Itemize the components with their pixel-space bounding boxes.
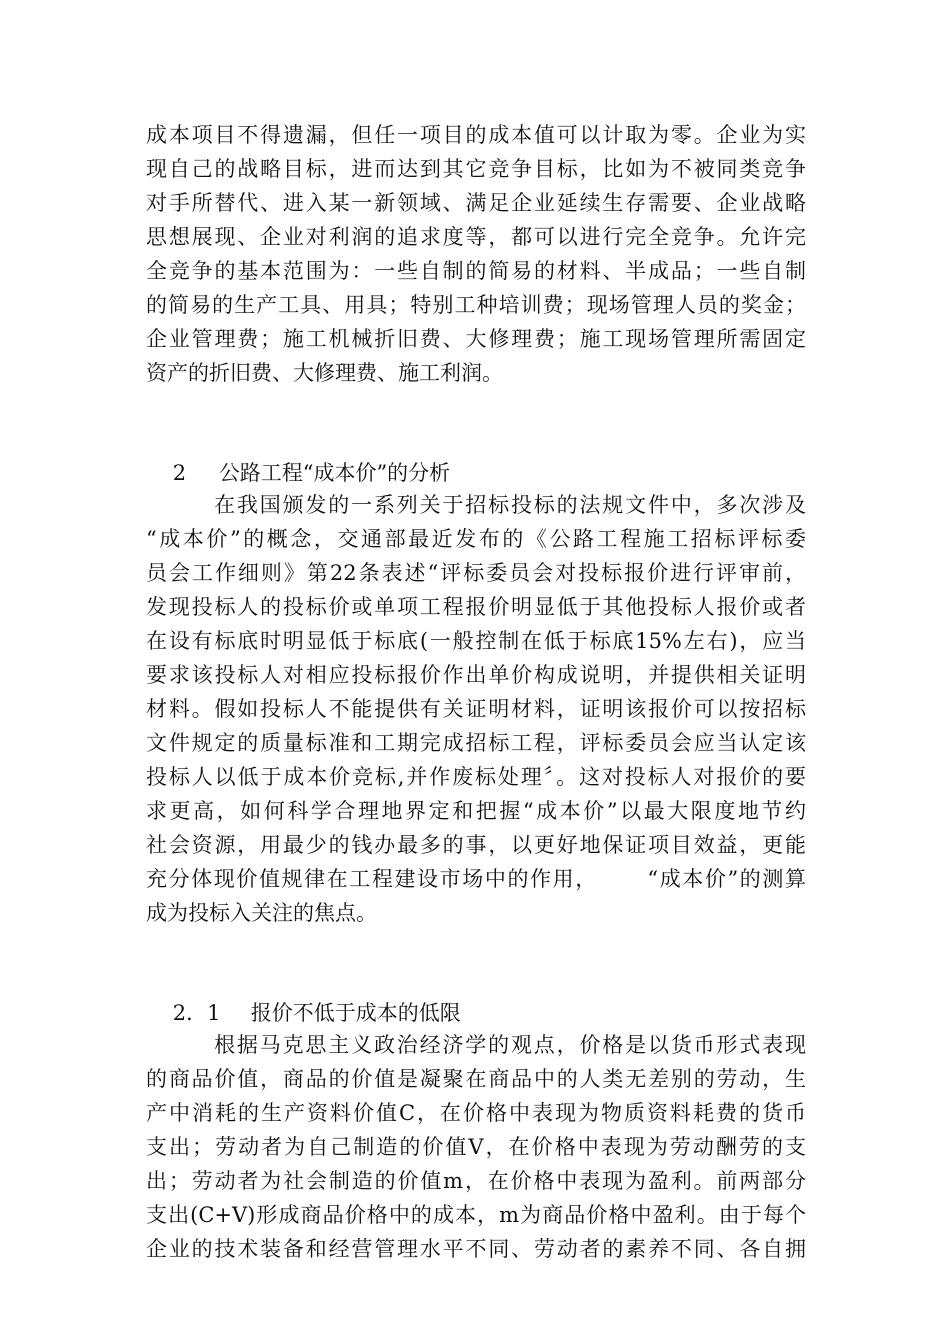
text-line: 思想展现、企业对利润的追求度等，都可以进行完全竞争。允许完 xyxy=(146,225,806,249)
text-line: “成本价”的概念，交通部最近发布的《公路工程施工招标评标委 xyxy=(146,527,806,551)
text-line: 支出(C+V)形成商品价格中的成本，m为商品价格中盈利。由于每个 xyxy=(146,1203,806,1227)
text-line: 成为投标入关注的焦点。 xyxy=(146,901,377,925)
text-line: 产中消耗的生产资料价值C，在价格中表现为物质资料耗费的货币 xyxy=(146,1101,806,1125)
text-line: 全竞争的基本范围为：一些自制的简易的材料、半成品；一些自制 xyxy=(146,259,806,283)
text-line: 出；劳动者为社会制造的价值m，在价格中表现为盈利。前两部分 xyxy=(146,1169,806,1193)
section-heading-2 xyxy=(146,422,806,485)
text-line: 文件规定的质量标准和工期完成招标工程，评标委员会应当认定该 xyxy=(146,731,806,755)
text-line: 材料。假如投标人不能提供有关证明材料，证明该报价可以按招标 xyxy=(146,697,806,721)
text-line: 资产的折旧费、大修理费、施工利润。 xyxy=(146,361,503,385)
text-line: 企业管理费；施工机械折旧费、大修理费；施工现场管理所需固定 xyxy=(146,327,806,351)
text-line: 现自己的战略目标，进而达到其它竞争目标，比如为不被同类竞争 xyxy=(146,157,806,181)
document-page xyxy=(146,118,806,1266)
section-number: 2．1 xyxy=(172,1001,221,1025)
text-line: 根据马克思主义政治经济学的观点，价格是以货币形式表现 xyxy=(146,1033,806,1057)
text-line: 社会资源，用最少的钱办最多的事，以更好地保证项目效益，更能 xyxy=(146,833,806,857)
text-line: 要求该投标人对相应投标报价作出单价构成说明，并提供相关证明 xyxy=(146,663,806,687)
text-line: 对手所替代、进入某一新领域、满足企业延续生存需要、企业战略 xyxy=(146,191,806,215)
section-number: 2 xyxy=(172,461,187,485)
section-title: 公路工程“成本价”的分析 xyxy=(218,461,451,485)
paragraph-1 xyxy=(146,118,806,390)
text-line: 充分体现价值规律在工程建设市场中的作用， “成本价”的测算 xyxy=(146,867,806,891)
text-line: 企业的技术装备和经营管理水平不同、劳动者的素养不同、各自拥 xyxy=(146,1237,806,1261)
text-line: 投标人以低于成本价竞标,并作废标处理〞。这对投标人对报价的要 xyxy=(146,765,806,789)
text-line: 在设有标底时明显低于标底(一般控制在低于标底15%左右)，应当 xyxy=(146,629,806,653)
text-line: 支出；劳动者为自己制造的价值V，在价格中表现为劳动酬劳的支 xyxy=(146,1135,806,1159)
text-line: 在我国颁发的一系列关于招标投标的法规文件中，多次涉及 xyxy=(146,493,806,517)
section-heading-2-1 xyxy=(146,962,806,1025)
text-line: 的简易的生产工具、用具；特别工种培训费；现场管理人员的奖金； xyxy=(146,293,806,317)
paragraph-3 xyxy=(146,1028,806,1266)
section-title: 报价不低于成本的低限 xyxy=(250,1001,461,1025)
text-line: 发现投标人的投标价或单项工程报价明显低于其他投标人报价或者 xyxy=(146,595,806,619)
text-line: 求更高，如何科学合理地界定和把握“成本价”以最大限度地节约 xyxy=(146,799,806,823)
text-line: 的商品价值，商品的价值是凝聚在商品中的人类无差别的劳动，生 xyxy=(146,1067,806,1091)
text-line: 成本项目不得遗漏，但任一项目的成本值可以计取为零。企业为实 xyxy=(146,123,806,147)
text-line: 员会工作细则》第22条表述“评标委员会对投标报价进行评审前， xyxy=(146,561,806,585)
paragraph-2 xyxy=(146,488,806,930)
